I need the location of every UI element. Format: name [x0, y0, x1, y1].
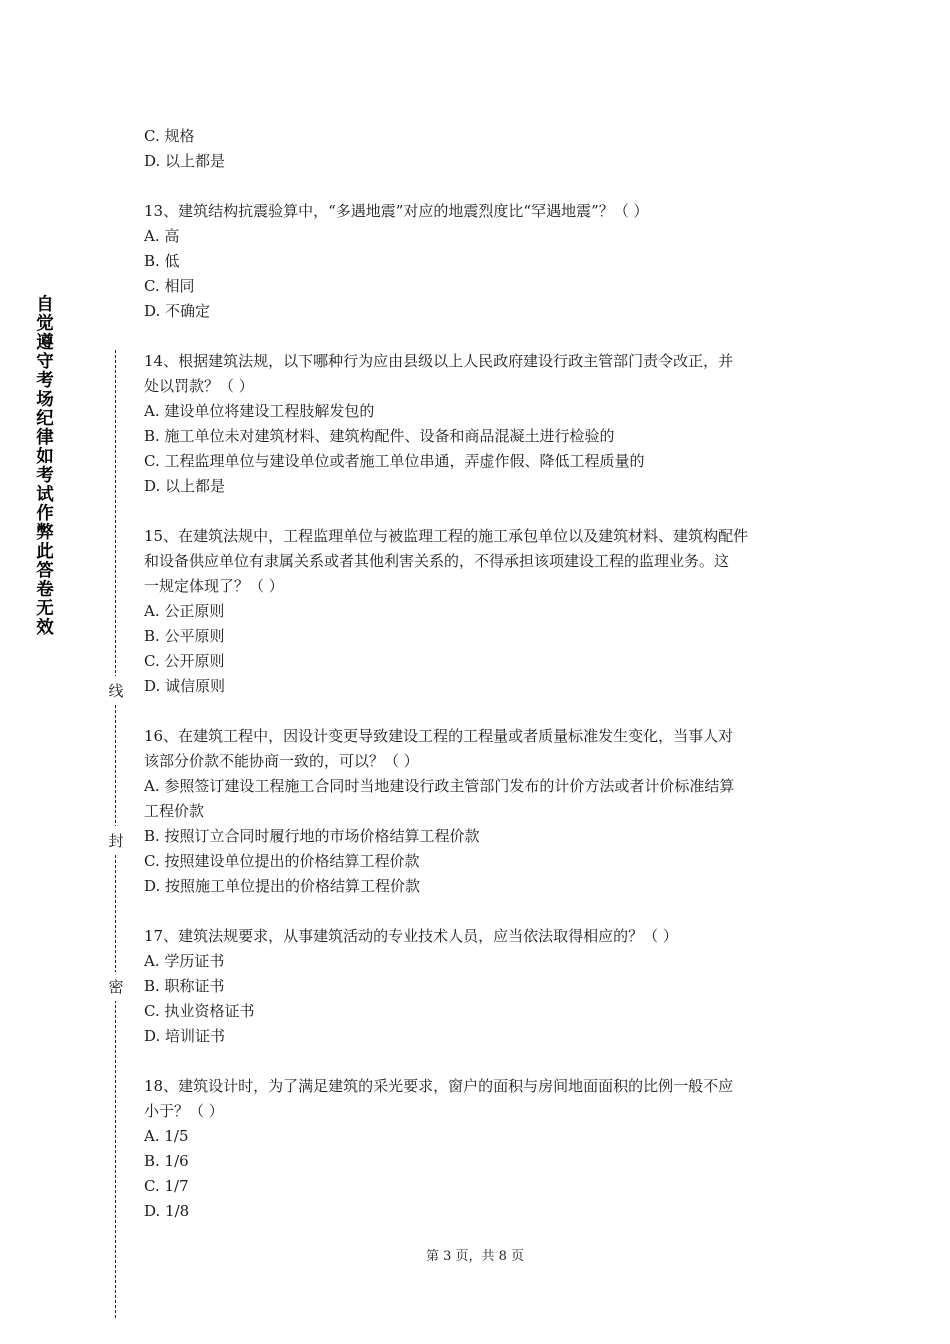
option-line: A. 1/5 — [144, 1127, 189, 1145]
exam-discipline-notice: 自觉遵守考场纪律如考试作弊此答卷无效 — [36, 295, 54, 638]
question-16 — [144, 724, 804, 899]
option-line: C. 工程监理单位与建设单位或者施工单位串通，弄虚作假、降低工程质量的 — [144, 452, 645, 470]
question-stem-line: 15、在建筑法规中，工程监理单位与被监理工程的施工承包单位以及建筑材料、建筑构配件 — [144, 527, 749, 545]
option-line: B. 按照订立合同时履行地的市场价格结算工程价款 — [144, 827, 480, 845]
question-stem-line: 小于？（ ） — [144, 1102, 224, 1120]
page-number-footer: 第 3 页，共 8 页 — [425, 1249, 525, 1264]
question-stem-line: 和设备供应单位有隶属关系或者其他利害关系的，不得承担该项建设工程的监理业务。这 — [144, 552, 730, 570]
option-line: B. 低 — [144, 252, 180, 270]
question-stem-line: 18、建筑设计时，为了满足建筑的采光要求，窗户的面积与房间地面面积的比例一般不应 — [144, 1077, 734, 1095]
question-12-remainder — [144, 124, 804, 174]
option-line: A. 参照签订建设工程施工合同时当地建设行政主管部门发布的计价方法或者计价标准结算 — [144, 777, 735, 795]
option-line: A. 公正原则 — [144, 602, 225, 620]
question-13 — [144, 199, 804, 324]
option-line: C. 执业资格证书 — [144, 1002, 255, 1020]
option-line: D. 诚信原则 — [144, 677, 226, 695]
option-line: A. 学历证书 — [144, 952, 225, 970]
option-line: 工程价款 — [144, 802, 205, 820]
binding-mark-xian: 线 — [105, 676, 127, 705]
option-line: A. 建设单位将建设工程肢解发包的 — [144, 402, 375, 420]
question-stem-line: 一规定体现了？（ ） — [144, 577, 284, 595]
option-line: D. 按照施工单位提出的价格结算工程价款 — [144, 877, 421, 895]
option-line: D. 不确定 — [144, 302, 211, 320]
option-line: C. 公开原则 — [144, 652, 225, 670]
question-stem-line: 16、在建筑工程中，因设计变更导致建设工程的工程量或者质量标准发生变化，当事人对 — [144, 727, 734, 745]
option-line: D. 以上都是 — [144, 152, 226, 170]
option-line: C. 1/7 — [144, 1177, 189, 1195]
question-stem-line: 13、建筑结构抗震验算中，“多遇地震”对应的地震烈度比“罕遇地震”？（ ） — [144, 202, 649, 220]
question-content — [144, 124, 804, 1224]
option-line: D. 1/8 — [144, 1202, 190, 1220]
question-15 — [144, 524, 804, 699]
question-stem-line: 处以罚款？（ ） — [144, 377, 254, 395]
option-line: B. 施工单位未对建筑材料、建筑构配件、设备和商品混凝土进行检验的 — [144, 427, 615, 445]
option-line: B. 1/6 — [144, 1152, 189, 1170]
binding-mark-feng: 封 — [105, 826, 127, 855]
question-stem-line: 该部分价款不能协商一致的，可以？（ ） — [144, 752, 419, 770]
question-18 — [144, 1074, 804, 1224]
option-line: D. 培训证书 — [144, 1027, 226, 1045]
binding-mark-mi: 密 — [105, 972, 127, 1001]
question-stem-line: 17、建筑法规要求，从事建筑活动的专业技术人员，应当依法取得相应的？（ ） — [144, 927, 678, 945]
option-line: D. 以上都是 — [144, 477, 226, 495]
option-line: C. 按照建设单位提出的价格结算工程价款 — [144, 852, 420, 870]
option-line: B. 职称证书 — [144, 977, 225, 995]
question-stem-line: 14、根据建筑法规，以下哪种行为应由县级以上人民政府建设行政主管部门责令改正，并 — [144, 352, 734, 370]
option-line: A. 高 — [144, 227, 180, 245]
question-17 — [144, 924, 804, 1049]
option-line: B. 公平原则 — [144, 627, 225, 645]
option-line: C. 规格 — [144, 127, 195, 145]
question-14 — [144, 349, 804, 499]
option-line: C. 相同 — [144, 277, 195, 295]
